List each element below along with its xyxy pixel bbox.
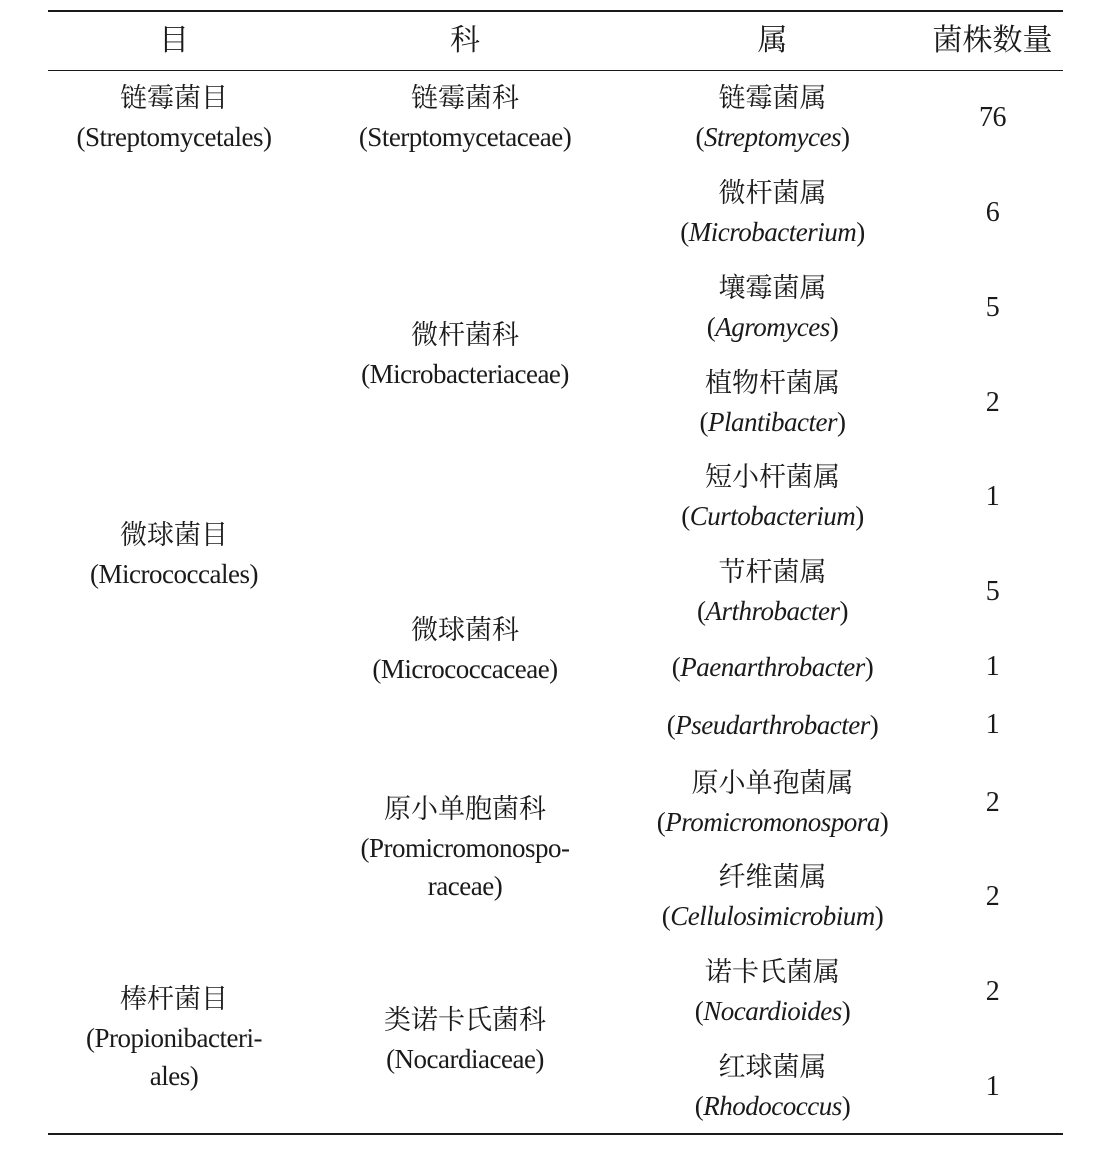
strain-count: 2 bbox=[985, 787, 1000, 818]
genus-chinese-name: 红球菌属 bbox=[718, 1052, 827, 1083]
family-nocardiaceae: 类诺卡氏菌科 (Nocardiaceae) bbox=[384, 1005, 546, 1074]
genus-cell bbox=[620, 857, 925, 937]
genus-cell bbox=[620, 1047, 925, 1127]
genus-cell bbox=[620, 268, 925, 348]
genus-latin-name: (Promicromonospora) bbox=[656, 807, 889, 837]
genus-chinese-name: 纤维菌属 bbox=[718, 862, 827, 893]
strain-count: 76 bbox=[979, 102, 1006, 133]
genus-cell bbox=[620, 363, 925, 443]
genus-latin-name: (Microbacterium) bbox=[680, 217, 865, 247]
strain-count: 2 bbox=[985, 976, 1000, 1007]
order-micrococcales: 微球菌目 (Micrococcales) bbox=[90, 520, 258, 589]
family-promicromonosporaceae: 原小单胞菌科 (Promicromonospo- raceae) bbox=[360, 793, 570, 901]
table-header-rule bbox=[48, 70, 1063, 71]
genus-chinese-name: 节杆菌属 bbox=[718, 557, 827, 588]
genus-latin-name: (Plantibacter) bbox=[699, 407, 846, 437]
genus-chinese-name: 植物杆菌属 bbox=[705, 368, 840, 399]
header-count: 菌株数量 bbox=[932, 23, 1053, 58]
genus-cell bbox=[620, 763, 925, 843]
genus-latin-name: (Nocardioides) bbox=[694, 996, 851, 1026]
genus-cell bbox=[620, 173, 925, 253]
genus-chinese-name: 诺卡氏菌属 bbox=[705, 957, 840, 988]
order-streptomycetales: 链霉菌目 (Streptomycetales) bbox=[76, 83, 272, 152]
strain-count: 1 bbox=[985, 481, 1000, 512]
genus-cell bbox=[620, 78, 925, 158]
strain-count: 1 bbox=[985, 651, 1000, 682]
family-micrococcaceae: 微球菌科 (Micrococcaceae) bbox=[372, 615, 558, 684]
order-propionibacteriales: 棒杆菌目 (Propionibacteri- ales) bbox=[86, 983, 262, 1091]
genus-cell bbox=[620, 952, 925, 1032]
header-genus: 属 bbox=[757, 23, 788, 58]
genus-latin-name: (Pseudarthrobacter) bbox=[666, 710, 879, 740]
genus-latin-name: (Curtobacterium) bbox=[681, 501, 864, 531]
genus-chinese-name: 短小杆菌属 bbox=[705, 462, 840, 493]
family-microbacteriaceae: 微杆菌科 (Microbacteriaceae) bbox=[361, 320, 569, 389]
genus-cell bbox=[620, 552, 925, 632]
strain-count: 5 bbox=[985, 292, 1000, 323]
genus-chinese-name: 壤霉菌属 bbox=[718, 273, 827, 304]
strain-count: 1 bbox=[985, 1071, 1000, 1102]
genus-latin-name: (Cellulosimicrobium) bbox=[661, 901, 884, 931]
genus-latin-name: (Streptomyces) bbox=[695, 122, 850, 152]
header-order: 目 bbox=[159, 23, 189, 58]
header-family: 科 bbox=[450, 23, 480, 58]
genus-cell bbox=[620, 647, 925, 687]
genus-latin-name: (Rhodococcus) bbox=[694, 1091, 851, 1121]
genus-latin-name: (Arthrobacter) bbox=[697, 596, 848, 626]
family-streptomycetaceae: 链霉菌科 (Sterptomycetaceae) bbox=[358, 83, 572, 152]
genus-chinese-name: 链霉菌属 bbox=[718, 83, 827, 114]
table-bottom-rule bbox=[48, 1133, 1063, 1135]
strain-count: 2 bbox=[985, 881, 1000, 912]
strain-count: 2 bbox=[985, 387, 1000, 418]
table-top-rule bbox=[48, 10, 1063, 12]
genus-cell bbox=[620, 457, 925, 537]
strain-count: 1 bbox=[985, 709, 1000, 740]
genus-latin-name: (Paenarthrobacter) bbox=[671, 652, 874, 682]
genus-cell bbox=[620, 705, 925, 745]
strain-count: 5 bbox=[985, 576, 1000, 607]
genus-latin-name: (Agromyces) bbox=[706, 312, 839, 342]
genus-chinese-name: 微杆菌属 bbox=[718, 178, 827, 209]
genus-chinese-name: 原小单孢菌属 bbox=[691, 768, 854, 799]
strain-count: 6 bbox=[985, 197, 1000, 228]
